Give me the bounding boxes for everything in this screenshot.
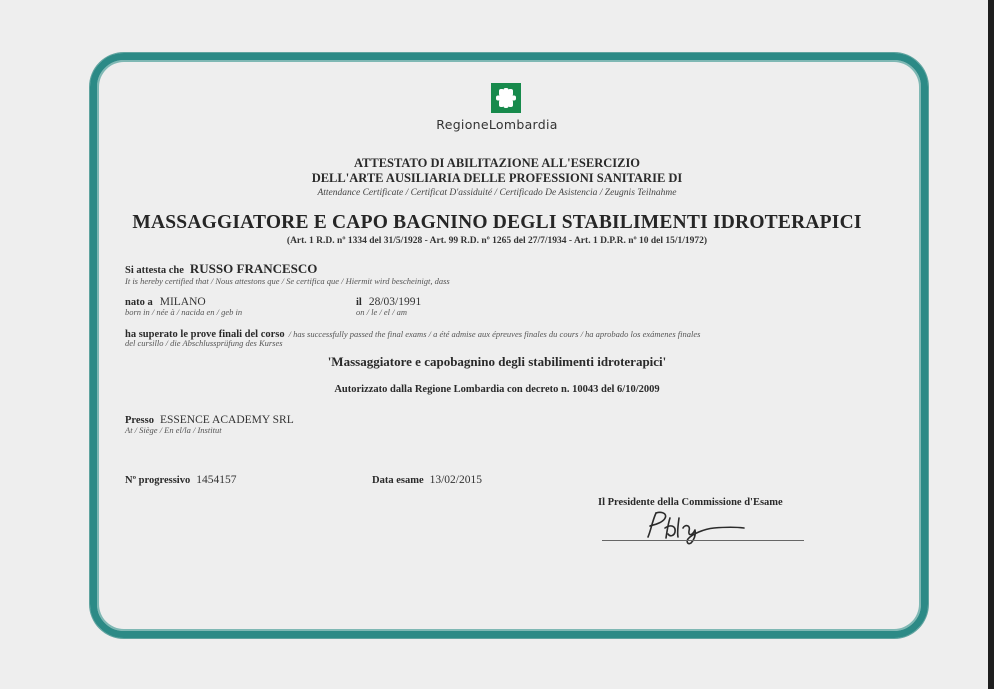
progressive-number: 1454157	[196, 474, 237, 486]
certificate-title: MASSAGGIATORE E CAPO BAGNINO DEGLI STABILIMENTI IDROTERAPICI	[132, 212, 862, 233]
passed-note-2: del cursillo / die Abschlussprüfung des Kurses	[125, 338, 283, 348]
institute-name: ESSENCE ACADEMY SRL	[159, 414, 294, 426]
president-signature	[618, 504, 768, 548]
progressive-label: Nº progressivo	[125, 475, 191, 486]
logo-text: RegioneLombardia	[436, 117, 558, 132]
born-label: nato a	[125, 297, 153, 308]
institute-label: Presso	[125, 415, 154, 426]
authorization-decree: Autorizzato dalla Regione Lombardia con decreto n. 10043 del 6/10/2009	[334, 384, 660, 395]
certify-note: It is hereby certified that / Nous attestons que / Se certifica que / Hiermit wird bescheinigt, dass	[125, 276, 450, 286]
signature-line	[602, 540, 804, 541]
progressive-row	[125, 470, 236, 488]
screen-edge	[988, 0, 994, 689]
header-line-2: DELL'ARTE AUSILIARIA DELLE PROFESSIONI SANITARIE DI	[311, 171, 683, 185]
born-place: MILANO	[159, 296, 206, 308]
exam-date: 13/02/2015	[429, 474, 482, 486]
passed-label: ha superato le prove finali del corso	[125, 329, 285, 340]
birth-date-note: on / le / el / am	[356, 307, 407, 317]
exam-date-row	[372, 470, 482, 488]
born-note: born in / née à / nacida en / geb in	[125, 307, 243, 317]
header-translations: Attendance Certificate / Certificat D'assiduité / Certificado De Asistencia / Zeugnis Teilnahme	[317, 188, 677, 198]
course-name: 'Massaggiatore e capobagnino degli stabilimenti idroterapici'	[327, 354, 667, 369]
birth-date-label: il	[356, 297, 362, 308]
holder-name: RUSSO FRANCESCO	[189, 261, 318, 276]
birth-date: 28/03/1991	[368, 296, 422, 308]
regione-lombardia-logo-icon	[491, 83, 521, 113]
certify-label: Si attesta che	[125, 265, 184, 276]
president-label: Il Presidente della Commissione d'Esame	[598, 497, 783, 508]
passed-note: / has successfully passed the final exams / a été admise aux épreuves finales du cours / ha aprobado los exámenes finales	[288, 329, 701, 339]
legal-references: (Art. 1 R.D. nº 1334 del 31/5/1928 - Art. 99 R.D. nº 1265 del 27/7/1934 - Art. 1 D.P.R. nº 10 del 15/1/1972)	[286, 236, 708, 246]
institute-note: At / Siège / En el/la / Institut	[125, 425, 222, 435]
exam-date-label: Data esame	[372, 475, 424, 486]
header-line-1: ATTESTATO DI ABILITAZIONE ALL'ESERCIZIO	[353, 156, 641, 170]
